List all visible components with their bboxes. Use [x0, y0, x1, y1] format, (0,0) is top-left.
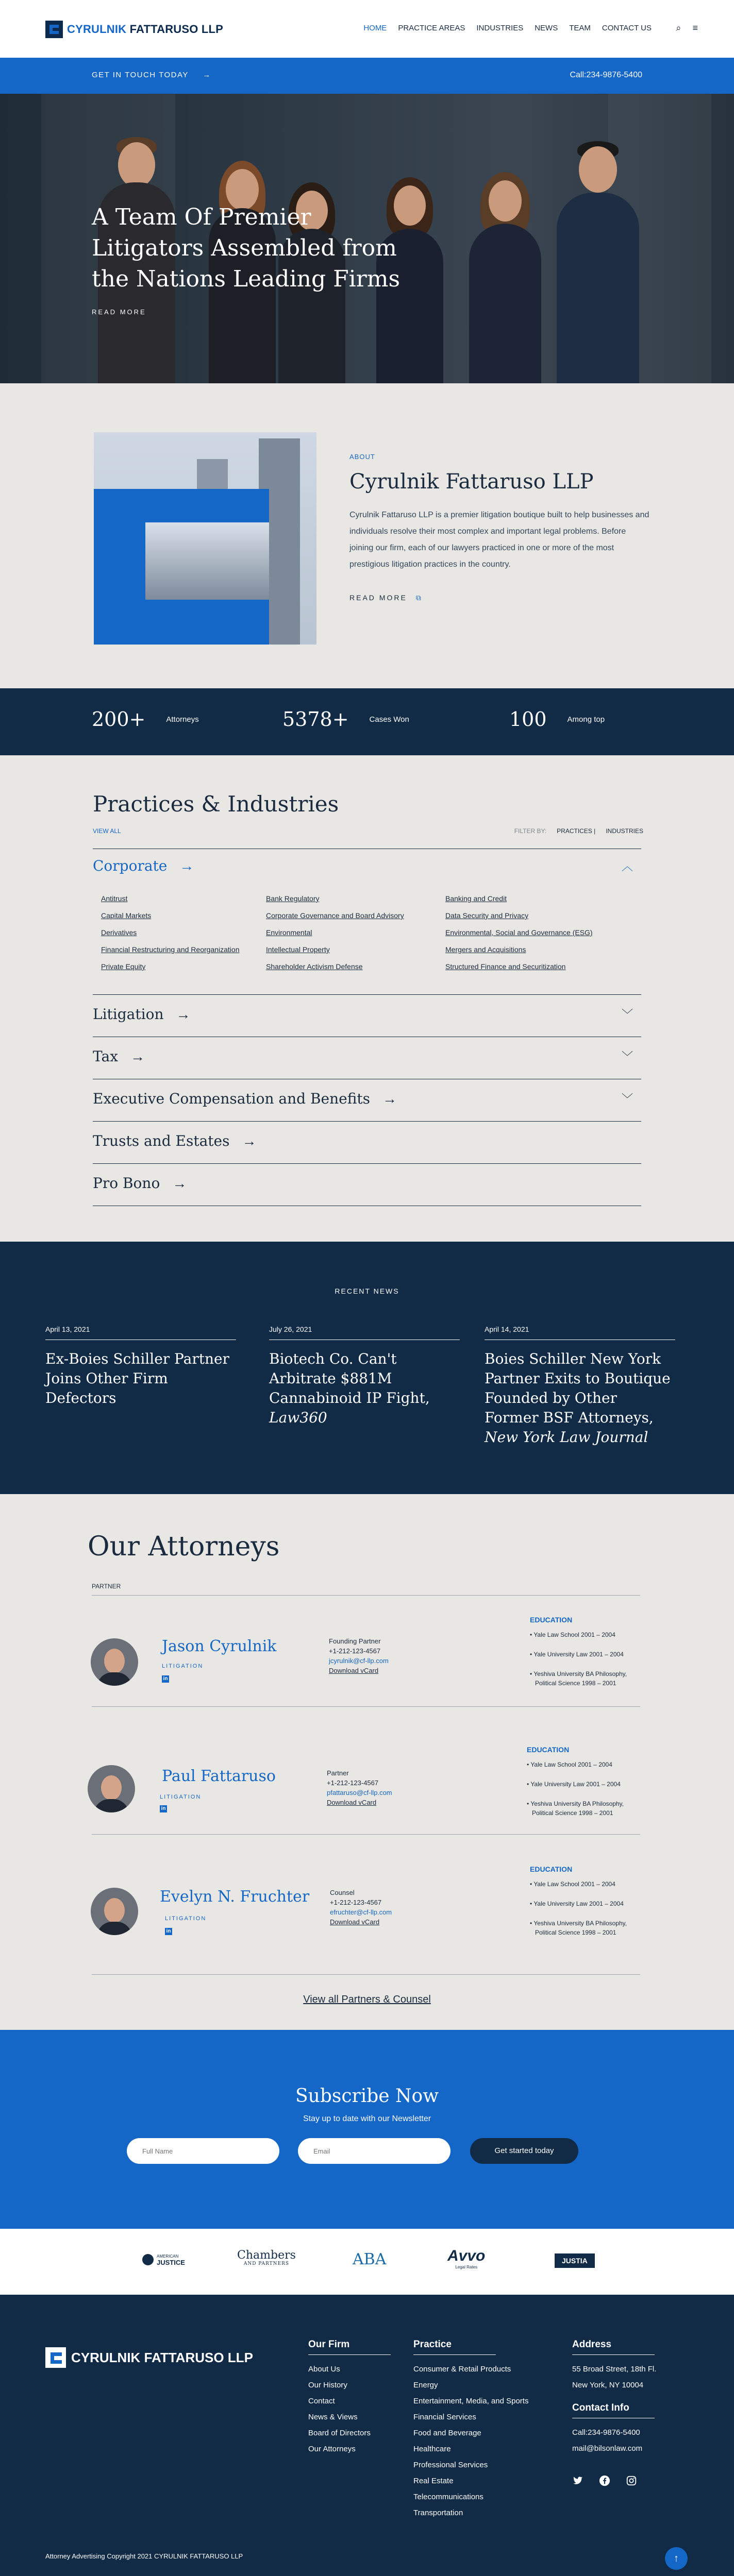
seal-icon: [142, 2254, 154, 2265]
practices-title: Practices & Industries: [93, 791, 339, 817]
nav-industries[interactable]: INDUSTRIES: [476, 24, 524, 32]
attorney-contact: Founding Partner +1-212-123-4567 jcyrulnik@cf-llp.com Download vCard: [329, 1637, 389, 1674]
ribbon-phone[interactable]: Call:234-9876-5400: [570, 71, 642, 79]
footer-link[interactable]: Our History: [308, 2381, 347, 2389]
avvo-logo[interactable]: Avvo Legal Rates: [447, 2247, 486, 2269]
news-headline: Boies Schiller New York Partner Exits to Boutique Founded by Other Former BSF Attorneys,: [485, 1350, 671, 1426]
logo-mark-icon: [45, 21, 63, 38]
nav-contact-us[interactable]: CONTACT US: [602, 24, 652, 32]
news-date: July 26, 2021: [269, 1325, 460, 1340]
copyright: Attorney Advertising Copyright 2021 CYRULNIK FATTARUSO LLP: [45, 2552, 243, 2560]
instagram-icon[interactable]: [626, 2475, 637, 2486]
attorney-photo[interactable]: [88, 1765, 135, 1812]
attorney-practice: LITIGATION: [162, 1663, 204, 1669]
news-headline: Ex-Boies Schiller Partner Joins Other Firm Defectors: [45, 1350, 229, 1406]
footer-logo[interactable]: CYRULNIK FATTARUSO LLP: [45, 2347, 253, 2368]
footer-link[interactable]: Financial Services: [413, 2413, 476, 2421]
practice-link[interactable]: Derivatives: [101, 928, 137, 937]
stat-cases-won: 5378+ Cases Won: [282, 708, 409, 731]
subscribe-title: Subscribe Now: [295, 2086, 439, 2107]
attorney-contact: Counsel +1-212-123-4567 efruchter@cf-llp.com Download vCard: [330, 1889, 392, 1926]
footer-link[interactable]: Real Estate: [413, 2477, 454, 2485]
practice-link[interactable]: Mergers and Acquisitions: [445, 945, 526, 954]
accreditation-logos: [0, 2229, 734, 2295]
practice-link[interactable]: Structured Finance and Securitization: [445, 962, 566, 971]
attorney-photo[interactable]: [91, 1888, 138, 1935]
get-started-button[interactable]: Get started today: [470, 2138, 578, 2164]
practices-filter: FILTER BY: PRACTICES | INDUSTRIES: [514, 827, 643, 835]
accordion-tax[interactable]: Tax → ﹀: [93, 1048, 633, 1065]
site-footer: [0, 2295, 734, 2576]
practice-link[interactable]: Capital Markets: [101, 911, 152, 920]
chevron-up-icon: ︿: [621, 860, 633, 873]
arrow-right-icon: →: [176, 1006, 191, 1022]
practice-link[interactable]: Shareholder Activism Defense: [266, 962, 363, 971]
view-all-partners-link[interactable]: View all Partners & Counsel: [303, 1994, 431, 2005]
practice-link[interactable]: Data Security and Privacy: [445, 911, 529, 920]
news-card[interactable]: [45, 1325, 236, 1408]
footer-link[interactable]: Consumer & Retail Products: [413, 2365, 511, 2374]
news-date: April 14, 2021: [485, 1325, 675, 1340]
footer-link[interactable]: News & Views: [308, 2413, 358, 2421]
footer-link[interactable]: Energy: [413, 2381, 438, 2389]
nav-news[interactable]: NEWS: [535, 24, 558, 32]
contact-ribbon: [0, 58, 734, 94]
arrow-right-icon: →: [172, 1175, 187, 1191]
menu-icon[interactable]: ≡: [692, 23, 698, 33]
practice-link[interactable]: Bank Regulatory: [266, 894, 320, 903]
footer-phone[interactable]: Call:234-9876-5400: [572, 2428, 640, 2437]
attorney-name[interactable]: Jason Cyrulnik: [162, 1637, 277, 1655]
linkedin-icon[interactable]: in: [162, 1675, 169, 1683]
back-to-top-button[interactable]: ↑: [665, 2547, 688, 2570]
hero-headline: A Team Of Premier Litigators Assembled from the Nations Leading Firms: [92, 204, 401, 292]
practice-link[interactable]: Private Equity: [101, 962, 146, 971]
footer-address-column: Address 55 Broad Street, 18th Fl. New York, NY 10004 Contact Info Call:234-9876-5400 mail@bilsonlaw.com: [572, 2339, 656, 2456]
news-title: RECENT NEWS: [335, 1287, 399, 1295]
news-card[interactable]: [269, 1325, 460, 1428]
download-vcard-link[interactable]: Download vCard: [329, 1667, 379, 1674]
american-justice-logo[interactable]: AMERICAN JUSTICE: [142, 2253, 185, 2266]
hero-section: [0, 94, 734, 383]
practice-link[interactable]: Environmental, Social and Governance (ESG): [445, 928, 593, 937]
about-body: Cyrulnik Fattaruso LLP is a premier litigation boutique built to help businesses and individuals resolve their most complex and important legal problems. Before joining our firm, each of our lawyers practiced in one or more of the most prestigious litigation practices in the country.: [349, 511, 649, 569]
attorney-education: EDUCATION • Yale Law School 2001 – 2004 • Yale University Law 2001 – 2004 • Yeshiva University BA Philosophy, Political Science 1998 – 2001: [530, 1616, 627, 1687]
site-logo[interactable]: [45, 21, 223, 38]
search-icon[interactable]: ⌕: [676, 23, 681, 33]
practice-link[interactable]: Corporate Governance and Board Advisory: [266, 911, 404, 920]
twitter-icon[interactable]: [572, 2475, 583, 2486]
attorney-phone[interactable]: +1-212-123-4567: [327, 1779, 379, 1787]
footer-practice-column: Practice Consumer & Retail Products Energy Entertainment, Media, and Sports Financial Services Food and Beverage Healthcare Professional Services Real Estate Telecommunications Transportation: [413, 2339, 528, 2521]
nav-practice-areas[interactable]: PRACTICE AREAS: [398, 24, 465, 32]
accordion-executive-compensation[interactable]: Executive Compensation and Benefits → ﹀: [93, 1090, 633, 1107]
attorneys-title: Our Attorneys: [88, 1531, 280, 1562]
footer-link[interactable]: Entertainment, Media, and Sports: [413, 2397, 529, 2405]
footer-link[interactable]: Our Attorneys: [308, 2445, 356, 2453]
attorney-email[interactable]: efruchter@cf-llp.com: [330, 1908, 392, 1916]
full-name-input[interactable]: [127, 2138, 279, 2164]
about-read-more-link[interactable]: READ MORE ⧉: [349, 594, 423, 602]
attorney-photo[interactable]: [91, 1638, 138, 1686]
social-links: [572, 2475, 637, 2486]
footer-link[interactable]: About Us: [308, 2365, 340, 2374]
arrow-right-icon: →: [203, 71, 211, 79]
attorneys-section: [0, 1494, 734, 2030]
logo-mark-icon: [45, 2347, 66, 2368]
get-in-touch-link[interactable]: GET IN TOUCH TODAY →: [92, 71, 211, 79]
practice-link[interactable]: Environmental: [266, 928, 312, 937]
accordion-litigation[interactable]: Litigation → ﹀: [93, 1006, 633, 1023]
arrow-right-icon: →: [179, 857, 194, 874]
news-source: Law360: [269, 1409, 327, 1426]
justia-logo[interactable]: JUSTIA: [555, 2253, 595, 2268]
accordion-pro-bono[interactable]: Pro Bono →: [93, 1175, 187, 1192]
about-kicker: ABOUT: [349, 453, 375, 461]
practices-section: [0, 755, 734, 1242]
about-title: Cyrulnik Fattaruso LLP: [349, 470, 594, 494]
nav-home[interactable]: HOME: [363, 24, 387, 32]
footer-link[interactable]: Healthcare: [413, 2445, 451, 2453]
attorney-practice: LITIGATION: [160, 1794, 202, 1800]
attorney-phone[interactable]: +1-212-123-4567: [330, 1899, 382, 1906]
stats-bar: [0, 688, 734, 755]
arrow-right-icon: →: [382, 1090, 397, 1107]
subscribe-section: [0, 2030, 734, 2229]
filter-practices[interactable]: PRACTICES |: [557, 827, 596, 835]
email-input[interactable]: [298, 2138, 451, 2164]
logo-text-1: CYRULNIK: [67, 23, 127, 36]
practice-link[interactable]: Financial Restructuring and Reorganization: [101, 945, 240, 954]
practices-view-all-link[interactable]: VIEW ALL: [93, 827, 121, 835]
accordion-corporate[interactable]: Corporate → ︿: [93, 857, 633, 874]
chambers-logo[interactable]: Chambers AND PARTNERS: [237, 2249, 296, 2266]
footer-link[interactable]: Contact: [308, 2397, 335, 2405]
accordion-trusts-estates[interactable]: Trusts and Estates →: [93, 1132, 257, 1149]
footer-link[interactable]: Food and Beverage: [413, 2429, 481, 2437]
footer-link[interactable]: Board of Directors: [308, 2429, 371, 2437]
linkedin-icon[interactable]: in: [160, 1805, 167, 1812]
facebook-icon[interactable]: [599, 2475, 610, 2486]
attorney-practice: LITIGATION: [165, 1916, 207, 1922]
arrow-right-icon: →: [242, 1132, 257, 1149]
filter-industries[interactable]: INDUSTRIES: [606, 827, 643, 835]
news-card[interactable]: [485, 1325, 675, 1447]
stat-among-top: 100 Among top: [509, 708, 605, 731]
linkedin-icon[interactable]: in: [165, 1928, 172, 1935]
attorney-email[interactable]: jcyrulnik@cf-llp.com: [329, 1657, 389, 1665]
aba-logo[interactable]: ABA: [353, 2250, 387, 2268]
external-link-icon: ⧉: [415, 594, 423, 602]
arrow-right-icon: →: [130, 1048, 145, 1064]
news-headline: Biotech Co. Can't Arbitrate $881M Cannabinoid IP Fight,: [269, 1350, 430, 1406]
attorney-name[interactable]: Paul Fattaruso: [162, 1767, 276, 1785]
chevron-down-icon: ﹀: [621, 1093, 633, 1106]
attorney-phone[interactable]: +1-212-123-4567: [329, 1647, 381, 1655]
attorney-education: EDUCATION • Yale Law School 2001 – 2004 • Yale University Law 2001 – 2004 • Yeshiva University BA Philosophy, Political Science 1998 – 2001: [530, 1865, 627, 1936]
about-section: [0, 383, 734, 688]
partner-label: PARTNER: [92, 1583, 121, 1590]
recent-news-section: [0, 1242, 734, 1494]
practice-link[interactable]: Banking and Credit: [445, 894, 507, 903]
practice-link[interactable]: Intellectual Property: [266, 945, 330, 954]
chevron-down-icon: ﹀: [621, 1050, 633, 1063]
subscribe-tagline: Stay up to date with our Newsletter: [303, 2114, 431, 2123]
logo-text-2: FATTARUSO LLP: [129, 23, 224, 36]
footer-link[interactable]: Telecommunications: [413, 2493, 483, 2501]
news-source: New York Law Journal: [485, 1429, 648, 1446]
team-photo-person: [557, 136, 639, 383]
attorney-education: EDUCATION • Yale Law School 2001 – 2004 • Yale University Law 2001 – 2004 • Yeshiva University BA Philosophy, Political Science 1998 – 2001: [527, 1745, 624, 1817]
team-photo-person: [469, 167, 541, 383]
about-building-image: [94, 432, 316, 645]
attorney-email[interactable]: pfattaruso@cf-llp.com: [327, 1789, 392, 1797]
site-header: [0, 0, 734, 58]
news-date: April 13, 2021: [45, 1325, 236, 1340]
footer-link[interactable]: Transportation: [413, 2509, 463, 2517]
hero-read-more-link[interactable]: READ MORE: [92, 308, 146, 316]
attorney-contact: Partner +1-212-123-4567 pfattaruso@cf-llp.com Download vCard: [327, 1769, 392, 1806]
stat-attorneys: 200+ Attorneys: [92, 708, 199, 731]
chevron-down-icon: ﹀: [621, 1008, 633, 1021]
nav-team[interactable]: TEAM: [569, 24, 591, 32]
footer-email[interactable]: mail@bilsonlaw.com: [572, 2444, 643, 2453]
download-vcard-link[interactable]: Download vCard: [330, 1918, 380, 1926]
attorney-name[interactable]: Evelyn N. Fruchter: [160, 1888, 310, 1906]
practice-link[interactable]: Antitrust: [101, 894, 128, 903]
footer-firm-column: Our Firm About Us Our History Contact News & Views Board of Directors Our Attorneys: [308, 2339, 391, 2457]
footer-link[interactable]: Professional Services: [413, 2461, 488, 2469]
main-nav: [363, 24, 652, 32]
download-vcard-link[interactable]: Download vCard: [327, 1799, 377, 1806]
